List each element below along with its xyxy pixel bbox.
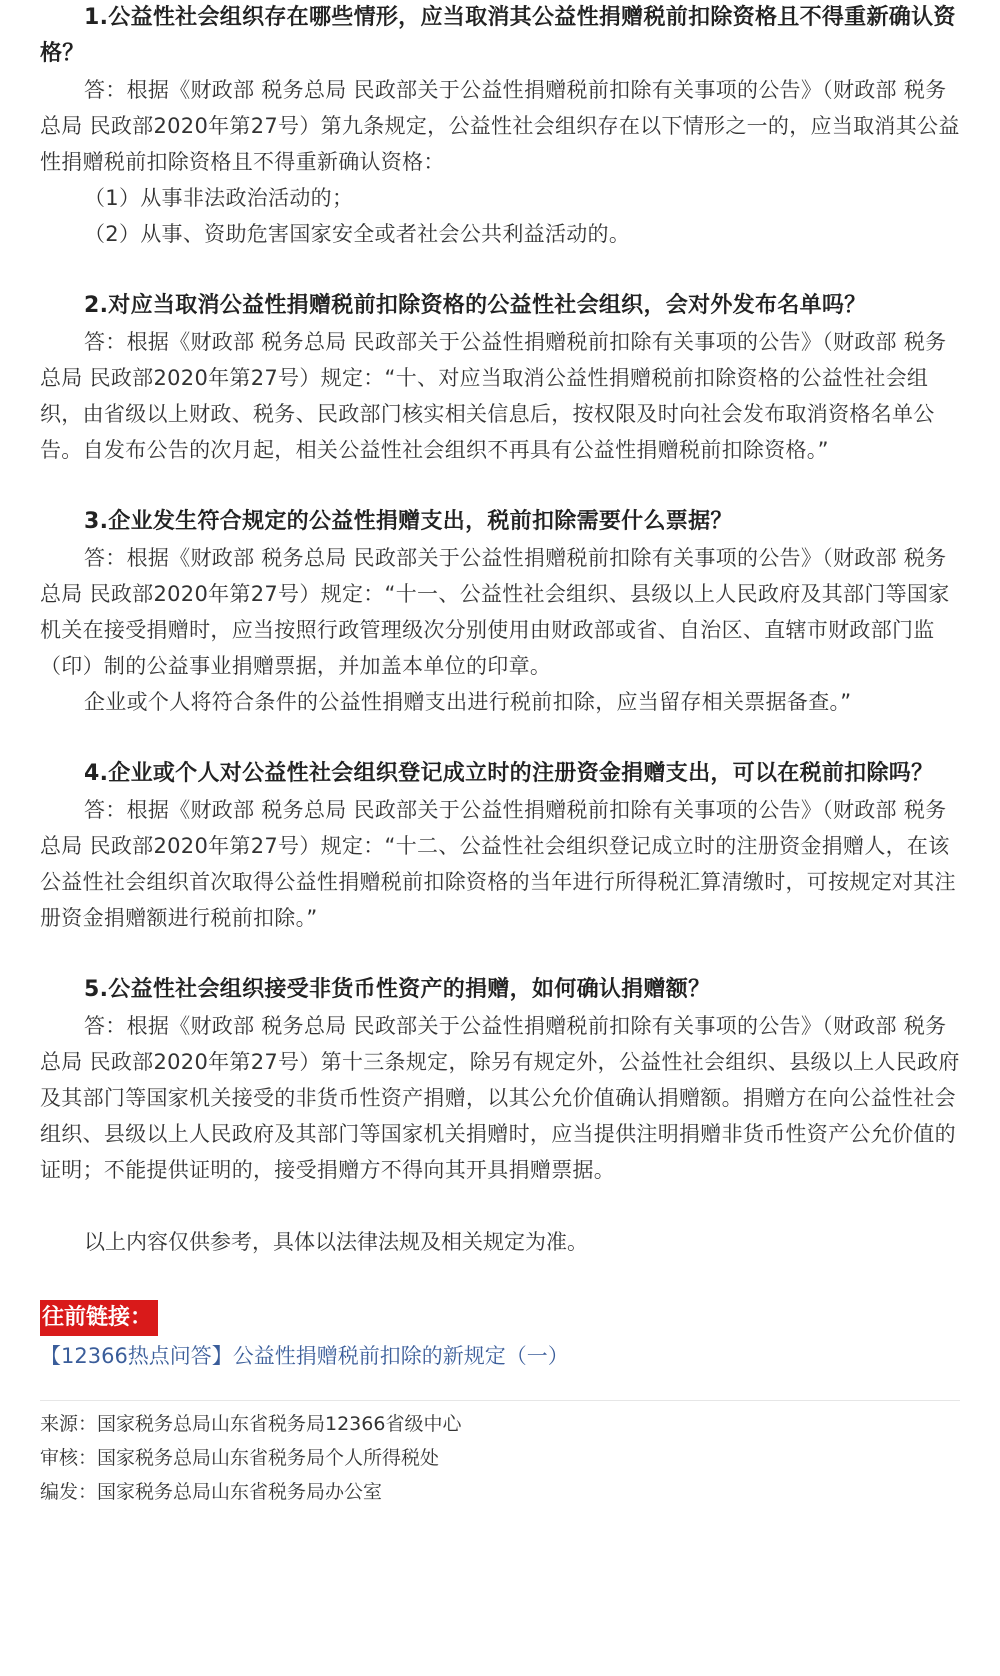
qa-section-1 (40, 0, 960, 252)
answer-3: 答：根据《财政部 税务总局 民政部关于公益性捐赠税前扣除有关事项的公告》（财政部 税务总局 民政部2020年第27号）规定：“十一、公益性社会组织、县级以上人民政府及其部门等国家机关在接受捐赠时，应当按照行政管理级次分别使用由财政部或省、自治区、直辖市财政部门监（印）制的公益事业捐赠票据，并加盖本单位的印章。 (40, 546, 950, 678)
question-4: 4.企业或个人对公益性社会组织登记成立时的注册资金捐赠支出，可以在税前扣除吗？ (84, 761, 934, 786)
publish-line: 编发：国家税务总局山东省税务局办公室 (40, 1481, 383, 1503)
footer-credits (40, 1407, 960, 1509)
disclaimer: 以上内容仅供参考，具体以法律法规及相关规定为准。 (84, 1230, 588, 1254)
answer-1-item-2: （2）从事、资助危害国家安全或者社会公共利益活动的。 (84, 222, 631, 246)
source-line: 来源：国家税务总局山东省税务局12366省级中心 (40, 1413, 462, 1435)
answer-4: 答：根据《财政部 税务总局 民政部关于公益性捐赠税前扣除有关事项的公告》（财政部 税务总局 民政部2020年第27号）规定：“十二、公益性社会组织登记成立时的注册资金捐赠人，在该公益性社会组织首次取得公益性捐赠税前扣除资格的当年进行所得税汇算清缴时，可按规定对其注册资金捐赠额进行税前扣除。” (40, 798, 956, 930)
answer-5: 答：根据《财政部 税务总局 民政部关于公益性捐赠税前扣除有关事项的公告》（财政部 税务总局 民政部2020年第27号）第十三条规定，除另有规定外，公益性社会组织、县级以上人民政府及其部门等国家机关接受的非货币性资产捐赠，以其公允价值确认捐赠额。捐赠方在向公益性社会组织、县级以上人民政府及其部门等国家机关捐赠时，应当提供注明捐赠非货币性资产公允价值的证明；不能提供证明的，接受捐赠方不得向其开具捐赠票据。 (40, 1014, 960, 1182)
question-1: 1.公益性社会组织存在哪些情形，应当取消其公益性捐赠税前扣除资格且不得重新确认资格？ (40, 5, 956, 66)
answer-2: 答：根据《财政部 税务总局 民政部关于公益性捐赠税前扣除有关事项的公告》（财政部 税务总局 民政部2020年第27号）规定：“十、对应当取消公益性捐赠税前扣除资格的公益性社会组织，由省级以上财政、税务、民政部门核实相关信息后，按权限及时向社会发布取消资格名单公告。自发布公告的次月起，相关公益性社会组织不再具有公益性捐赠税前扣除资格。” (40, 330, 947, 462)
answer-1: 答：根据《财政部 税务总局 民政部关于公益性捐赠税前扣除有关事项的公告》（财政部 税务总局 民政部2020年第27号）第九条规定，公益性社会组织存在以下情形之一的，应当取消其公益性捐赠税前扣除资格且不得重新确认资格： (40, 78, 960, 174)
qa-section-4 (40, 756, 960, 936)
answer-1-item-1: （1）从事非法政治活动的； (84, 186, 354, 210)
question-3: 3.企业发生符合规定的公益性捐赠支出，税前扣除需要什么票据？ (84, 509, 733, 534)
footer-divider (40, 1400, 960, 1401)
review-line: 审核：国家税务总局山东省税务局个人所得税处 (40, 1447, 440, 1469)
previous-links (40, 1300, 960, 1374)
previous-article-link[interactable]: 【12366热点问答】公益性捐赠税前扣除的新规定（一） (40, 1344, 569, 1368)
question-2: 2.对应当取消公益性捐赠税前扣除资格的公益性社会组织，会对外发布名单吗？ (84, 293, 867, 318)
previous-links-label: 往前链接： (40, 1300, 158, 1336)
qa-section-5 (40, 972, 960, 1188)
qa-section-2 (40, 288, 960, 468)
qa-section-3 (40, 504, 960, 720)
answer-3-continued: 企业或个人将符合条件的公益性捐赠支出进行税前扣除，应当留存相关票据备查。” (84, 690, 852, 714)
question-5: 5.公益性社会组织接受非货币性资产的捐赠，如何确认捐赠额？ (84, 977, 711, 1002)
